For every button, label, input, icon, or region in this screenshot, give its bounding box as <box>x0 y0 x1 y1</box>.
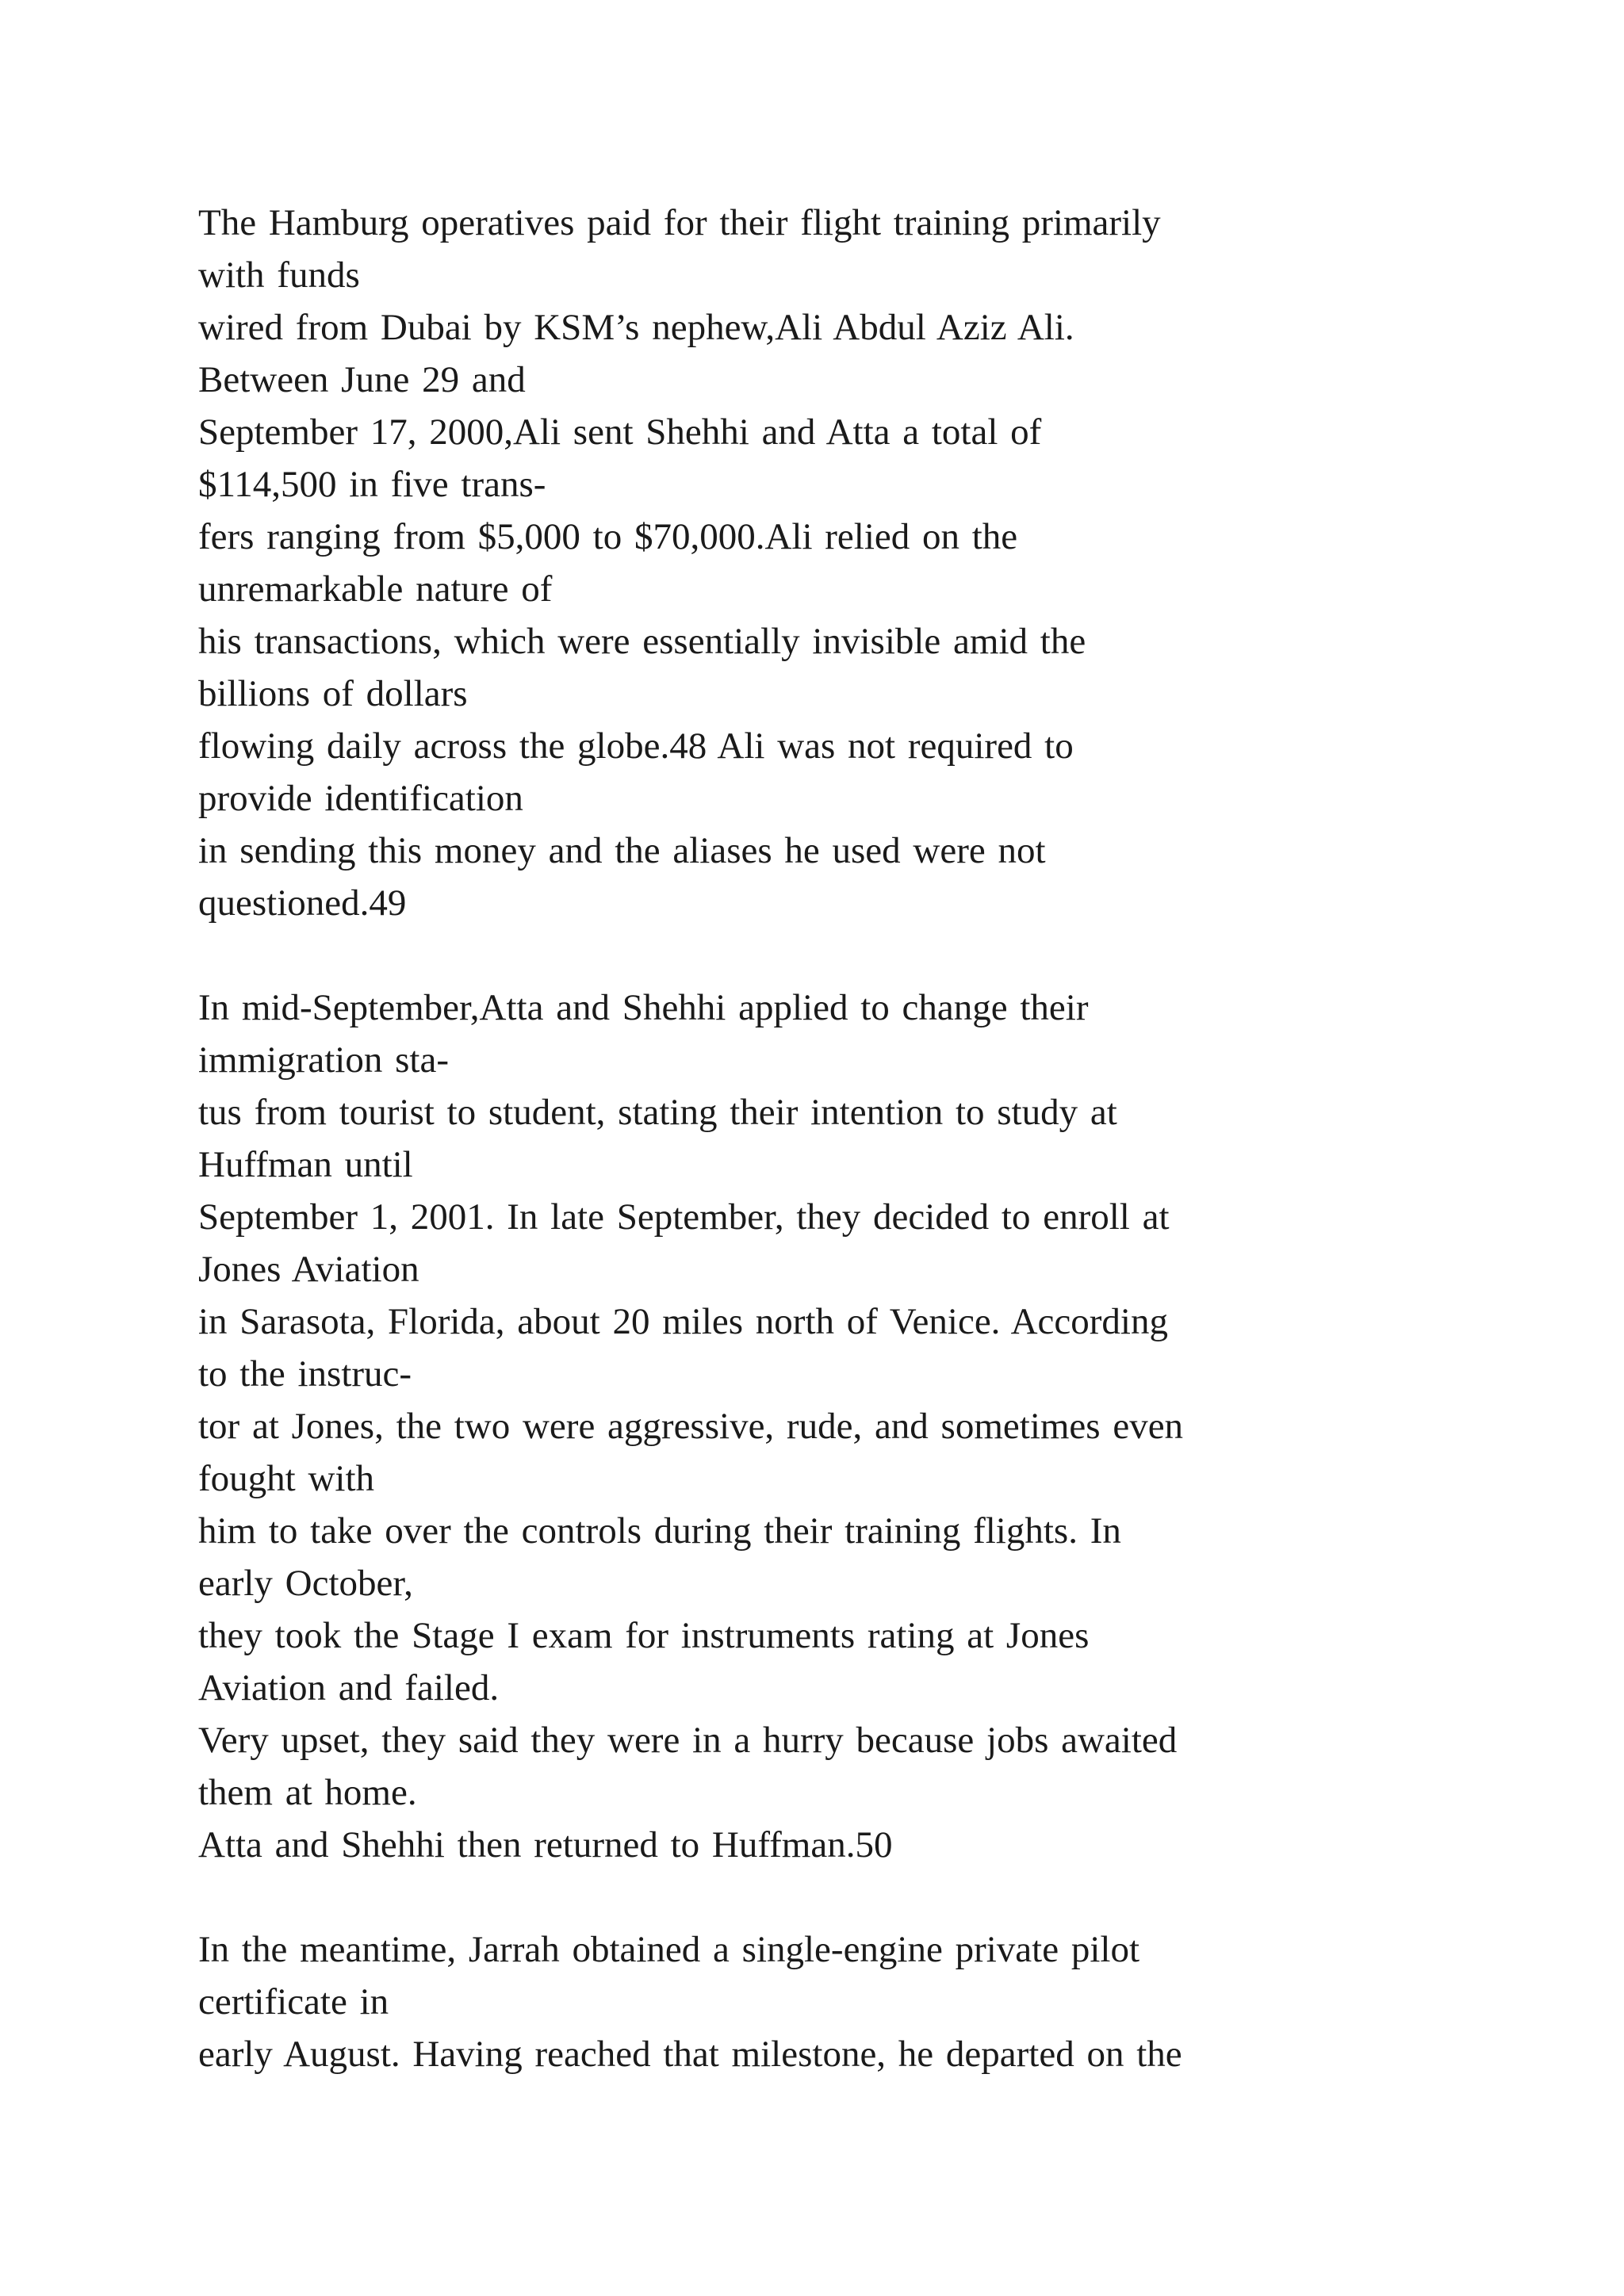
document-body <box>198 197 1546 2080</box>
text-line: early October, <box>198 1563 413 1604</box>
text-line: flowing daily across the globe.48 Ali was not required to <box>198 725 1074 767</box>
text-line: billions of dollars <box>198 673 468 714</box>
text-line: with funds <box>198 254 360 296</box>
text-line: his transactions, which were essentially invisible amid the <box>198 621 1086 662</box>
text-line: him to take over the controls during their training flights. In <box>198 1510 1121 1552</box>
text-line: immigration sta- <box>198 1039 449 1081</box>
paragraph-spacer <box>198 929 1546 982</box>
text-line: September 17, 2000,Ali sent Shehhi and Atta a total of <box>198 411 1042 453</box>
text-line: Jones Aviation <box>198 1249 419 1290</box>
text-line: in sending this money and the aliases he used were not <box>198 830 1046 871</box>
text-line: Very upset, they said they were in a hurry because jobs awaited <box>198 1720 1178 1761</box>
text-line: tus from tourist to student, stating their intention to study at <box>198 1092 1117 1133</box>
text-line: fers ranging from $5,000 to $70,000.Ali relied on the <box>198 516 1018 557</box>
text-line: Aviation and failed. <box>198 1667 500 1709</box>
text-line: they took the Stage I exam for instruments rating at Jones <box>198 1615 1090 1656</box>
paragraph-1 <box>198 197 1546 929</box>
text-line: The Hamburg operatives paid for their flight training primarily <box>198 202 1161 243</box>
paragraph-3 <box>198 1923 1546 2080</box>
text-line: Between June 29 and <box>198 359 526 400</box>
text-line: provide identification <box>198 778 523 819</box>
text-line: certificate in <box>198 1981 389 2022</box>
text-line: them at home. <box>198 1772 417 1813</box>
paragraph-spacer <box>198 1871 1546 1923</box>
paragraph-2 <box>198 982 1546 1871</box>
text-line: In mid-September,Atta and Shehhi applied to change their <box>198 987 1089 1028</box>
text-line: wired from Dubai by KSM’s nephew,Ali Abdul Aziz Ali. <box>198 307 1074 348</box>
text-line: $114,500 in five trans- <box>198 464 546 505</box>
text-line: September 1, 2001. In late September, they decided to enroll at <box>198 1196 1170 1238</box>
text-line: Atta and Shehhi then returned to Huffman.50 <box>198 1824 893 1866</box>
text-line: Huffman until <box>198 1144 413 1185</box>
text-line: tor at Jones, the two were aggressive, rude, and sometimes even <box>198 1406 1184 1447</box>
text-line: early August. Having reached that milestone, he departed on the <box>198 2034 1182 2075</box>
text-line: fought with <box>198 1458 375 1499</box>
text-line: In the meantime, Jarrah obtained a single-engine private pilot <box>198 1929 1140 1970</box>
text-line: in Sarasota, Florida, about 20 miles north of Venice. According <box>198 1301 1168 1342</box>
text-line: to the instruc- <box>198 1353 412 1395</box>
text-line: unremarkable nature of <box>198 568 553 610</box>
text-line: questioned.49 <box>198 882 407 924</box>
